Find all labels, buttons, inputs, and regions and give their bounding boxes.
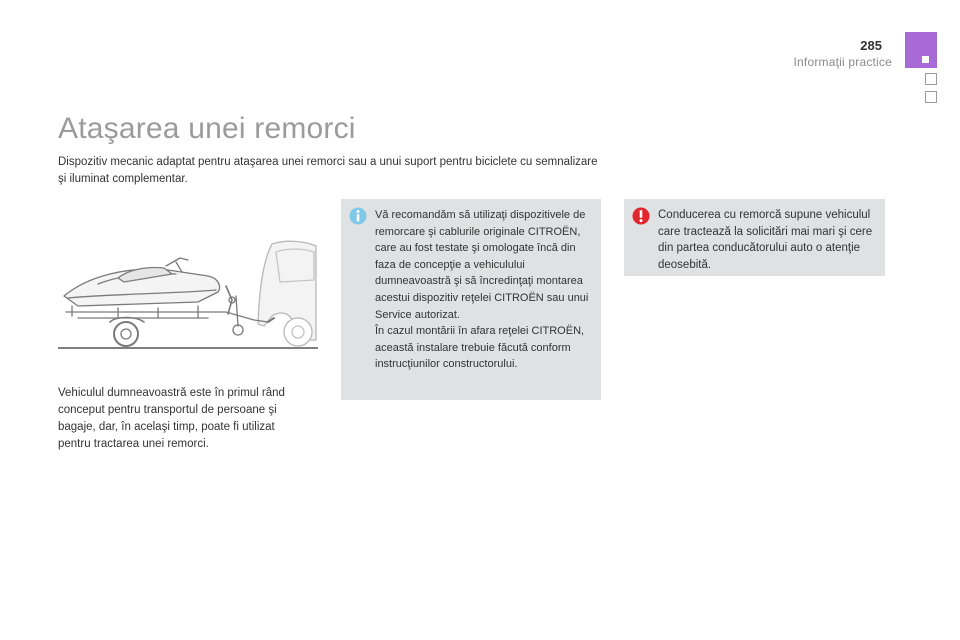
info-note-paragraph: Vă recomandăm să utilizaţi dispozitivele de remorcare şi cablurile originale CITROËN, care au fost testate şi omologate încă din faza de concepţie a vehiculului dumneavoastră şi să încredinţaţi montarea acestui dispozitiv reţelei CITROËN sau unui Service autorizat.: [375, 209, 589, 321]
warning-note: [624, 199, 885, 276]
chapter-tab-active[interactable]: [905, 32, 937, 68]
info-note-paragraph: În cazul montării în afara reţelei CITROËN, această instalare trebuie făcută conform instrucţiunilor constructorului.: [375, 325, 585, 371]
chapter-tab[interactable]: [925, 91, 937, 103]
info-note: [341, 199, 601, 400]
body-text: Vehiculul dumneavoastră este în primul rând conceput pentru transportul de persoane şi bagaje, dar, în acelaşi timp, poate fi utilizat pentru tractarea unei remorci.: [58, 387, 285, 450]
chapter-title: Informaţii practice: [793, 55, 892, 69]
info-icon: [349, 207, 367, 225]
warning-icon: [632, 207, 650, 225]
page-number: 285: [860, 38, 882, 53]
tab-marker: [922, 56, 929, 63]
page-title: Ataşarea unei remorci: [58, 112, 356, 146]
intro-text: Dispozitiv mecanic adaptat pentru ataşarea unei remorci sau a unui suport pentru biciclete cu semnalizare şi iluminat complementar.: [58, 156, 598, 185]
chapter-tab[interactable]: [925, 73, 937, 85]
warning-note-text: Conducerea cu remorcă supune vehiculul care tractează la solicitări mai mari şi cere din partea conducătorului auto o atenţie deosebită.: [658, 209, 873, 271]
jet-ski-trailer-illustration: [58, 236, 318, 354]
